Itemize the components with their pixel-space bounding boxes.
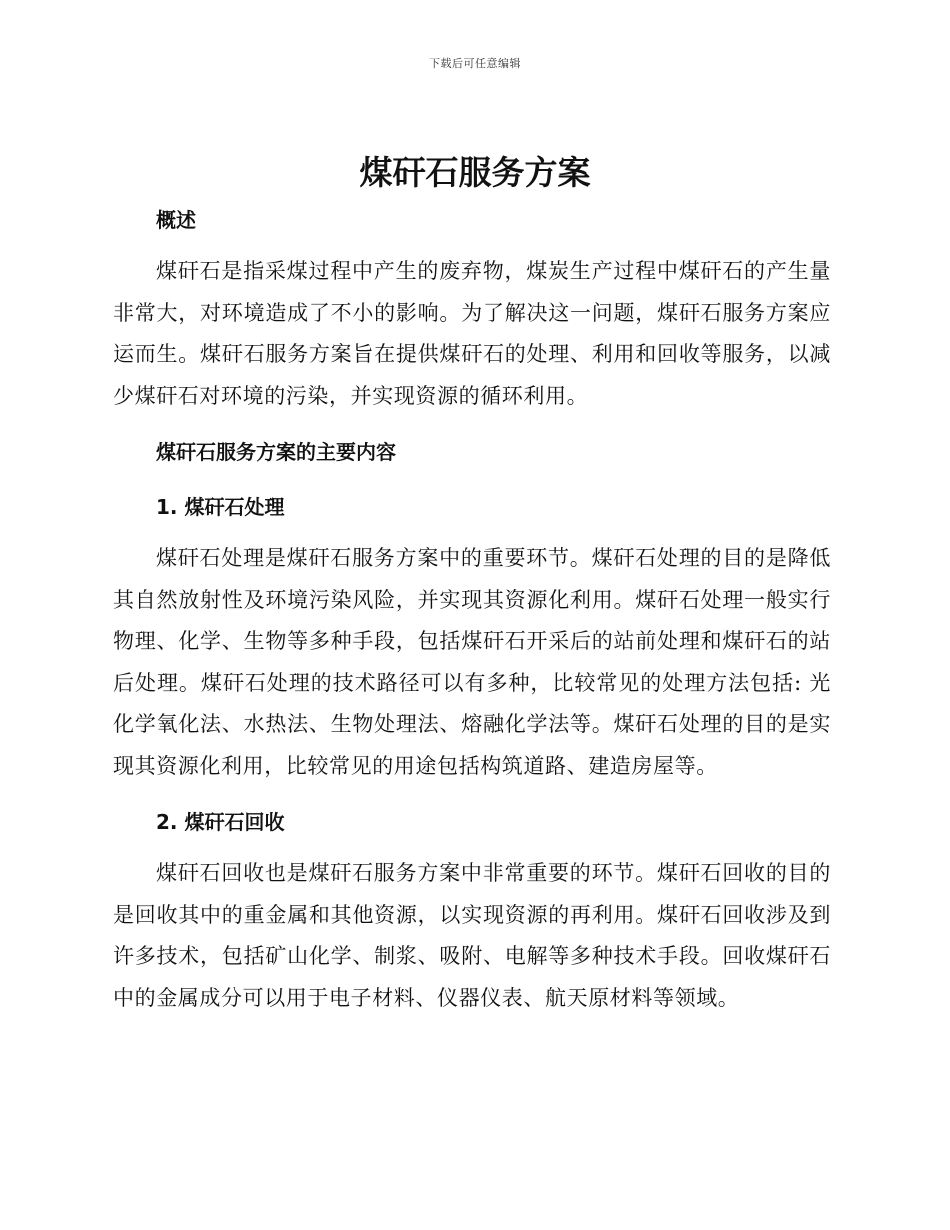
overview-heading: 概述 [156, 208, 196, 232]
overview-paragraph: 煤矸石是指采煤过程中产生的废弃物，煤炭生产过程中煤矸石的产生量非常大，对环境造成了不小的影响。为了解决这一问题，煤矸石服务方案应运而生。煤矸石服务方案旨在提供煤矸石的处理、利用和回收等服务，以减少煤矸石对环境的污染，并实现资源的循环利用。 [113, 259, 831, 408]
item1-paragraph: 煤矸石处理是煤矸石服务方案中的重要环节。煤矸石处理的目的是降低其自然放射性及环境污染风险，并实现其资源化利用。煤矸石处理一般实行物理、化学、生物等多种手段，包括煤矸石开采后的站前处理和煤矸石的站后处理。煤矸石处理的技术路径可以有多种，比较常见的处理方法包括: 光化学氧化法、水热法、生物处理法、熔融化学法等。煤矸石处理的目的是实现其资源化利用，比较常见的用途包括构筑道路、建造房屋等。 [113, 546, 831, 778]
item1-heading: 1. 煤矸石处理 [156, 495, 285, 519]
item2-heading: 2. 煤矸石回收 [156, 810, 285, 834]
document-title: 煤矸石服务方案 [359, 153, 591, 192]
header-note: 下载后可任意编辑 [429, 57, 521, 70]
main-content-heading: 煤矸石服务方案的主要内容 [156, 440, 396, 464]
item2-paragraph: 煤矸石回收也是煤矸石服务方案中非常重要的环节。煤矸石回收的目的是回收其中的重金属和其他资源，以实现资源的再利用。煤矸石回收涉及到许多技术，包括矿山化学、制浆、吸附、电解等多种技术手段。回收煤矸石中的金属成分可以用于电子材料、仪器仪表、航天原材料等领域。 [113, 861, 831, 1010]
document-body [113, 200, 831, 1019]
